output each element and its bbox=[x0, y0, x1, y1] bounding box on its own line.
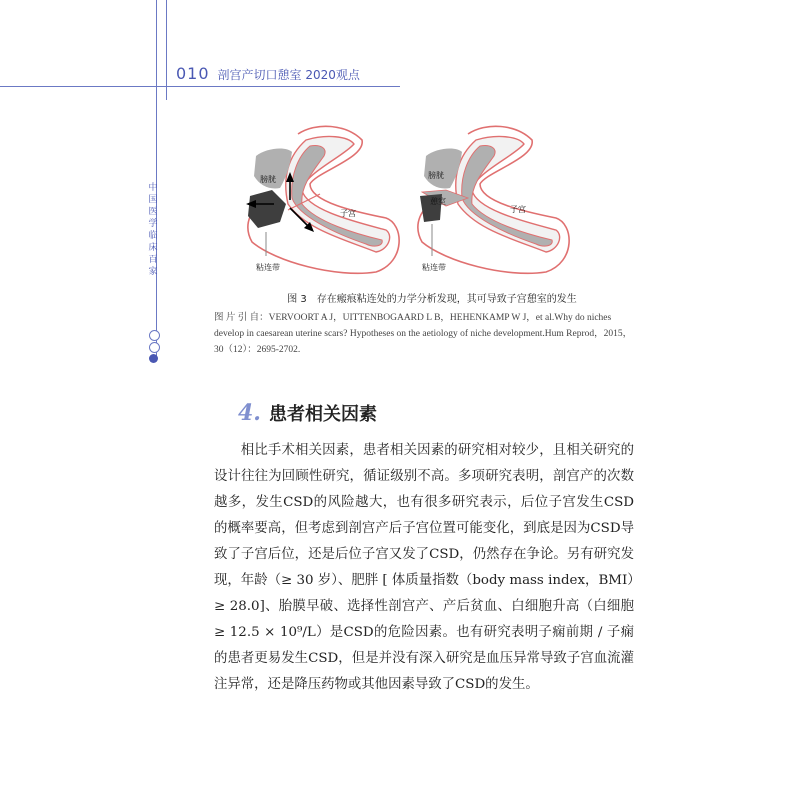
right-adhesion-label: 粘连带 bbox=[422, 263, 446, 272]
left-adhesion-label: 粘连带 bbox=[256, 263, 280, 272]
left-bladder-label: 膀胱 bbox=[260, 175, 276, 184]
running-header bbox=[176, 64, 360, 83]
figure-source: 图 片 引 自：VERVOORT A J，UITTENBOGAARD L B，HEHENKAMP W J，et al.Why do niches develop in caesarean uterine scars? Hypotheses on the aetiology of niche development.Hum Reprod，2015，30（12）：2695-2702. bbox=[214, 313, 633, 355]
book-title: 剖宫产切口憩室 2020观点 bbox=[217, 68, 360, 82]
right-uterus-label: 子宫 bbox=[510, 205, 526, 214]
page-dot-2 bbox=[149, 342, 160, 353]
margin-rule-right bbox=[166, 0, 167, 100]
section-number: 4. bbox=[238, 400, 261, 426]
right-bladder-label: 膀胱 bbox=[428, 171, 444, 180]
series-label: 中国医学临床百家 bbox=[148, 183, 158, 277]
page-number: 010 bbox=[176, 64, 210, 83]
uterus-niche-figure bbox=[236, 112, 526, 282]
left-panel bbox=[246, 126, 399, 273]
right-panel bbox=[418, 126, 569, 273]
page-dot-3 bbox=[149, 354, 158, 363]
section-title: 患者相关因素 bbox=[268, 404, 377, 425]
body-paragraph: 相比手术相关因素，患者相关因素的研究相对较少，且相关研究的设计往往为回顾性研究，循证级别不高。多项研究表明，剖宫产的次数越多，发生CSD的风险越大，也有很多研究表示，后位子宫发生CSD的概率要高，但考虑到剖宫产后子宫位置可能变化，到底是因为CSD导致了子宫后位，还是后位子宫又发了CSD，仍然存在争论。另有研究发现，年龄（≥ 30 岁）、肥胖 [ 体质量指数（body mass index，BMI）≥ 28.0]、胎膜早破、选择性剖宫产、产后贫血、白细胞升高（白细胞≥ 12.5 × 10⁹/L）是CSD的危险因素。也有研究表明子痫前期 / 子痫的患者更易发生CSD，但是并没有深入研究是血压异常导致子宫血流灌注异常，还是降压药物或其他因素导致了CSD的发生。 bbox=[214, 443, 634, 692]
right-niche-label: 憩室 bbox=[430, 197, 446, 206]
margin-rule-left bbox=[156, 0, 157, 360]
figure-caption: 图 3 存在瘢痕粘连处的力学分析发现，其可导致子宫憩室的发生 bbox=[287, 294, 577, 305]
page-dot-1 bbox=[149, 330, 160, 341]
header-rule bbox=[0, 86, 400, 87]
section-heading bbox=[238, 400, 377, 426]
left-uterus-label: 子宫 bbox=[340, 209, 356, 218]
